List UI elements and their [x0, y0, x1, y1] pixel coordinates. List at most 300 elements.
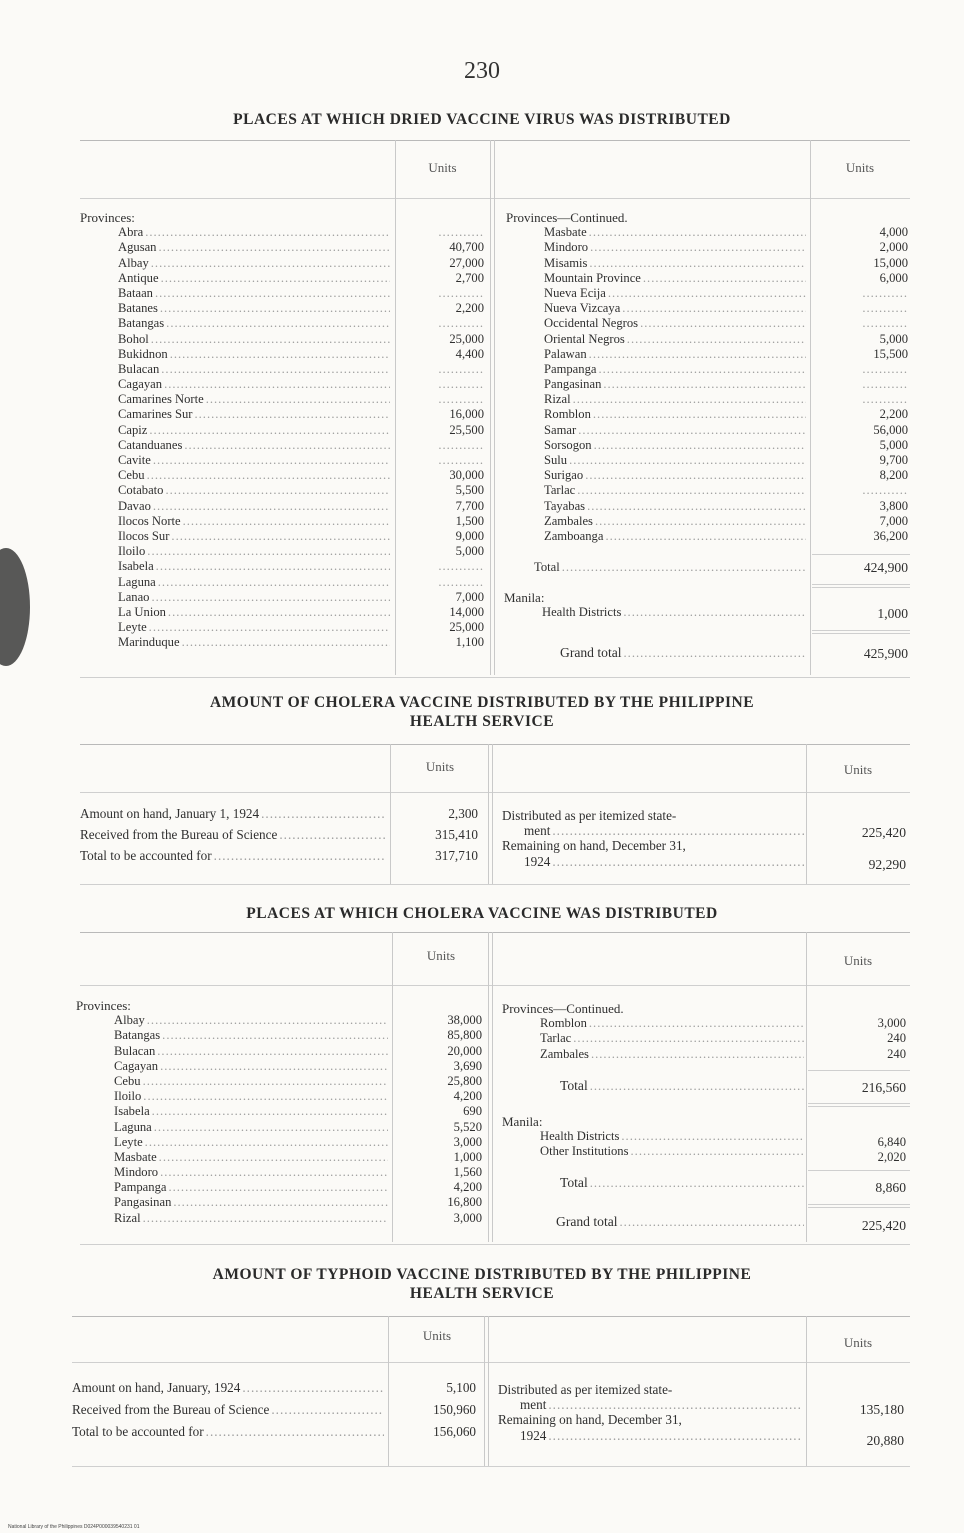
list-item [72, 1399, 384, 1421]
item-label: Leyte [118, 620, 147, 635]
leader-dots [589, 256, 806, 271]
leader-dots [154, 1120, 388, 1135]
item-value: 16,800 [447, 1195, 482, 1210]
item-value: 40,700 [449, 240, 484, 255]
rule [808, 1106, 910, 1107]
leader-dots [195, 407, 391, 422]
item-label: Batangas [114, 1028, 161, 1043]
list-item [80, 407, 390, 422]
item-label: Received from the Bureau of Science [72, 1402, 270, 1417]
leader-dots [206, 392, 390, 407]
leader-dots [569, 453, 806, 468]
leader-dots [577, 483, 806, 498]
item-label: Tayabas [544, 498, 586, 513]
left-values [398, 225, 484, 650]
rule [808, 1204, 910, 1205]
item-value [398, 392, 484, 407]
rule [80, 985, 910, 986]
rule [812, 633, 910, 634]
leader-dots [145, 225, 390, 240]
item-value: 15,000 [873, 255, 908, 270]
rule [80, 932, 910, 933]
list-item [506, 362, 806, 377]
column-rule [488, 1316, 489, 1466]
distributed-value: 225,420 [861, 825, 906, 840]
list-item [76, 1150, 388, 1165]
distributed-value: 135,180 [859, 1402, 904, 1417]
item-value [398, 225, 484, 240]
manila-block: Manila: Health Districts ..... [504, 590, 806, 620]
item-value: 7,000 [455, 589, 484, 604]
leader-dots [593, 407, 806, 422]
list-item [76, 1120, 388, 1135]
item-label: Laguna [118, 574, 156, 589]
column-rule [390, 744, 391, 884]
leader-dots [590, 240, 806, 255]
leader-dots [573, 1031, 804, 1046]
item-label: Received from the Bureau of Science [80, 827, 278, 842]
list-item [76, 1059, 388, 1074]
item-value: 690 [463, 1104, 482, 1119]
list-item [76, 1104, 388, 1119]
list-item [506, 271, 806, 286]
item-value [398, 377, 484, 392]
list-item [506, 225, 806, 240]
units-header: Units [843, 1335, 873, 1350]
item-value: 2,000 [879, 240, 908, 255]
item-value: 4,400 [455, 346, 484, 361]
item-value: 1,500 [455, 513, 484, 528]
item-value: 7,000 [879, 513, 908, 528]
rule [808, 1070, 910, 1071]
column-rule [395, 140, 396, 675]
leader-dots [147, 468, 390, 483]
leader-dots [153, 453, 390, 468]
item-label: Camarines Sur [118, 407, 193, 422]
rule [812, 630, 910, 631]
item-value: 25,800 [447, 1073, 482, 1088]
list-item [76, 1013, 388, 1028]
leader-dots [161, 362, 390, 377]
item-label: Leyte [114, 1134, 143, 1149]
item-label: Pangasinan [114, 1195, 172, 1210]
list-item [76, 1135, 388, 1150]
list-item [80, 559, 390, 574]
item-value [398, 316, 484, 331]
item-label: Albay [114, 1013, 145, 1028]
item-value: 14,000 [449, 604, 484, 619]
manila-total-value: 8,860 [875, 1180, 906, 1195]
left-rows [72, 1377, 384, 1443]
item-label: Cagayan [114, 1058, 159, 1073]
leader-dots [145, 1135, 388, 1150]
total-row: Total ..... [506, 560, 806, 575]
item-value [398, 575, 484, 590]
list-item [80, 377, 390, 392]
item-label: Pampanga [544, 361, 597, 376]
leader-dots [168, 1180, 388, 1195]
list-item [80, 438, 390, 453]
leader-dots [598, 362, 806, 377]
typhoid-amount-title [0, 1265, 964, 1303]
grand-total-value: 425,900 [863, 646, 908, 661]
item-value [398, 286, 484, 301]
list-item [506, 301, 806, 316]
item-value: 315,410 [435, 827, 478, 842]
leader-dots [183, 514, 390, 529]
item-value [814, 377, 908, 392]
list-item [76, 1180, 388, 1195]
item-label: Romblon [540, 1016, 587, 1031]
item-value: 1,100 [455, 635, 484, 650]
item-label: Pangasinan [544, 377, 602, 392]
left-rows [80, 803, 386, 866]
right-rows: Distributed as per itemized state- ment ..... Remaining on hand, December 31, 1924 ..... [498, 1382, 802, 1443]
item-label: Ilocos Sur [118, 528, 170, 543]
item-value: 27,000 [449, 255, 484, 270]
scan-blot [0, 548, 30, 666]
item-label: Total to be accounted for [80, 848, 212, 863]
item-value: 85,800 [447, 1028, 482, 1043]
leader-dots [242, 1377, 384, 1399]
item-value: 1,560 [453, 1165, 482, 1180]
leader-dots [155, 286, 390, 301]
item-value: 3,800 [879, 498, 908, 513]
list-item [80, 271, 390, 286]
item-label: Sorsogon [544, 437, 592, 452]
item-label: Romblon [544, 407, 591, 422]
list-item [506, 347, 806, 362]
list-item [80, 225, 390, 240]
leader-dots [585, 468, 806, 483]
item-value: 4,200 [453, 1089, 482, 1104]
leader-dots [147, 1013, 388, 1028]
column-rule [392, 932, 393, 1242]
remaining-value: 92,290 [868, 857, 906, 872]
item-value: 6,000 [879, 270, 908, 285]
list-item [502, 1016, 804, 1031]
leader-dots [589, 347, 806, 362]
list-item [76, 1211, 388, 1226]
rule [808, 1207, 910, 1208]
item-label: Mindoro [114, 1165, 159, 1180]
units-header: Units [843, 953, 873, 968]
rule [812, 587, 910, 588]
rule [80, 1244, 910, 1245]
item-value: 38,000 [447, 1013, 482, 1028]
item-value: 317,710 [435, 848, 478, 863]
item-label: Abra [118, 225, 144, 240]
item-label: Occidental Negros [544, 316, 639, 331]
list-item [506, 438, 806, 453]
units-header: Units [428, 160, 457, 175]
leader-dots [160, 1059, 388, 1074]
leader-dots [594, 438, 806, 453]
item-label: Zambales [540, 1046, 589, 1061]
item-value [398, 362, 484, 377]
item-label: Isabela [118, 559, 154, 574]
item-value: 2,300 [448, 806, 478, 821]
item-value: 2,200 [455, 301, 484, 316]
list-item [80, 468, 390, 483]
right-rows [506, 210, 806, 544]
list-item [76, 1074, 388, 1089]
item-value: 5,520 [453, 1119, 482, 1134]
list-item [506, 392, 806, 407]
left-values [392, 1377, 476, 1443]
leader-dots [158, 240, 390, 255]
list-item [506, 316, 806, 331]
leader-dots [157, 1044, 388, 1059]
list-item [506, 240, 806, 255]
list-item [80, 256, 390, 271]
list-item [80, 332, 390, 347]
list-item [80, 301, 390, 316]
leader-dots [182, 635, 390, 650]
item-label: Pampanga [114, 1180, 167, 1195]
item-label: Cavite [118, 453, 151, 467]
list-item [506, 377, 806, 392]
leader-dots [149, 423, 390, 438]
item-label: Ilocos Norte [118, 513, 181, 528]
item-value: 7,700 [455, 498, 484, 513]
item-label: Nueva Vizcaya [544, 301, 621, 316]
rule [80, 677, 910, 678]
item-label: Cebu [118, 468, 145, 483]
page-number: 230 [464, 58, 500, 84]
item-label: Tarlac [540, 1031, 572, 1046]
list-item [80, 605, 390, 620]
units-header: Units [422, 1328, 452, 1343]
item-value: 36,200 [873, 528, 908, 543]
item-value: 5,000 [455, 544, 484, 559]
item-value: 9,700 [879, 453, 908, 467]
list-item [76, 1044, 388, 1059]
leader-dots [160, 301, 390, 316]
leader-dots [214, 845, 386, 866]
leader-dots [168, 605, 390, 620]
item-value: 3,000 [453, 1210, 482, 1225]
item-value [814, 286, 908, 301]
item-label: Oriental Negros [544, 331, 625, 346]
provinces-heading: Provinces: [80, 210, 135, 225]
item-value [814, 362, 908, 377]
item-label: La Union [118, 604, 166, 619]
leader-dots [143, 1074, 388, 1089]
leader-dots [171, 529, 390, 544]
list-item [502, 1047, 804, 1062]
column-rule [388, 1316, 389, 1466]
item-label: Bulacan [114, 1043, 156, 1058]
item-label: Bulacan [118, 361, 160, 376]
leader-dots [164, 377, 390, 392]
item-label: Cotabato [118, 483, 164, 498]
item-label: Cebu [114, 1073, 141, 1088]
rule [812, 584, 910, 585]
item-label: Samar [544, 422, 577, 437]
list-item [72, 1377, 384, 1399]
item-label: Mindoro [544, 240, 589, 255]
units-header: Units [425, 759, 455, 774]
list-item [506, 483, 806, 498]
item-label: Batangas [118, 316, 165, 331]
leader-dots [603, 377, 806, 392]
item-value: 25,000 [449, 331, 484, 346]
rule [808, 1103, 910, 1104]
left-rows [80, 210, 390, 650]
list-item [80, 423, 390, 438]
column-rule [806, 744, 807, 884]
leader-dots [578, 423, 806, 438]
list-item [80, 316, 390, 331]
item-label: Iloilo [118, 544, 146, 559]
leader-dots [591, 1047, 804, 1062]
units-header: Units [426, 948, 456, 963]
rule [80, 744, 910, 745]
item-value: 3,000 [453, 1134, 482, 1149]
leader-dots [147, 544, 390, 559]
item-label: Masbate [544, 225, 587, 240]
item-label: Tarlac [544, 483, 576, 498]
leader-dots [640, 316, 806, 331]
item-label: Cagayan [118, 377, 163, 392]
leader-dots [143, 1089, 388, 1104]
remaining-value: 20,880 [866, 1433, 904, 1448]
item-value: 156,060 [433, 1424, 476, 1439]
list-item [506, 514, 806, 529]
item-label: Rizal [544, 392, 571, 407]
leader-dots [166, 316, 390, 331]
item-label: Batanes [118, 301, 158, 316]
leader-dots [608, 286, 806, 301]
item-value [398, 438, 484, 453]
list-item [76, 1089, 388, 1104]
list-item [506, 529, 806, 544]
item-label: Palawan [544, 346, 587, 361]
item-value: 20,000 [447, 1043, 482, 1058]
rule [80, 198, 910, 199]
item-value: 3,690 [453, 1058, 482, 1073]
leader-dots [587, 499, 806, 514]
item-value: 5,500 [455, 483, 484, 498]
column-rule [488, 932, 489, 1242]
other-institutions-value: 2,020 [877, 1150, 906, 1164]
library-stamp: National Library of the Philippines D024P000039540231 01 [8, 1524, 140, 1530]
item-label: Marinduque [118, 635, 180, 650]
provinces-continued-heading: Provinces—Continued. [502, 1001, 624, 1016]
list-item [80, 824, 386, 845]
item-label: Iloilo [114, 1089, 142, 1104]
item-value [814, 392, 908, 407]
item-value: 9,000 [455, 528, 484, 543]
item-label: Surigao [544, 468, 584, 483]
list-item [80, 347, 390, 362]
title-line: AMOUNT OF TYPHOID VACCINE DISTRIBUTED BY THE PHILIPPINE [212, 1266, 752, 1283]
provinces-heading: Provinces: [76, 998, 131, 1013]
leader-dots [160, 1165, 388, 1180]
list-item [506, 332, 806, 347]
leader-dots [151, 256, 390, 271]
item-value: 240 [887, 1031, 906, 1046]
item-label: Bataan [118, 285, 153, 300]
right-rows [502, 1001, 804, 1062]
item-label: Mountain Province [544, 270, 641, 285]
manila-block: Manila: Health Districts ..... Other Institutions ..... [502, 1114, 804, 1160]
list-item [506, 453, 806, 468]
column-rule [490, 140, 491, 675]
cholera-amount-title [0, 693, 964, 731]
column-rule [494, 140, 495, 675]
rule [808, 1170, 910, 1171]
list-item [80, 635, 390, 650]
left-values [394, 803, 478, 866]
item-label: Bohol [118, 331, 149, 346]
item-label: Sulu [544, 453, 568, 467]
list-item [76, 1028, 388, 1043]
leader-dots [279, 824, 386, 845]
list-item [80, 499, 390, 514]
item-label: Masbate [114, 1149, 157, 1164]
leader-dots [643, 271, 806, 286]
leader-dots [152, 1104, 388, 1119]
rule [80, 792, 910, 793]
item-value: 240 [887, 1046, 906, 1061]
item-label: Zamboanga [544, 528, 604, 543]
item-value: 8,200 [879, 468, 908, 483]
item-label: Davao [118, 498, 151, 513]
item-value: 4,000 [879, 225, 908, 240]
rule [72, 1466, 910, 1467]
units-header: Units [843, 762, 873, 777]
item-value: 25,500 [449, 422, 484, 437]
list-item [80, 845, 386, 866]
item-value: 15,500 [873, 346, 908, 361]
leader-dots [165, 483, 390, 498]
list-item [80, 286, 390, 301]
item-value [814, 316, 908, 331]
list-item [506, 407, 806, 422]
column-rule [488, 744, 489, 884]
column-rule [492, 932, 493, 1242]
item-value: 30,000 [449, 468, 484, 483]
rule [72, 1362, 910, 1363]
column-rule [806, 1316, 807, 1466]
dried-vaccine-title: PLACES AT WHICH DRIED VACCINE VIRUS WAS DISTRIBUTED [233, 111, 731, 128]
item-label: Isabela [114, 1104, 150, 1119]
leader-dots [271, 1399, 384, 1421]
item-value [398, 453, 484, 468]
leader-dots [158, 575, 390, 590]
item-label: Agusan [118, 240, 157, 255]
title-line: HEALTH SERVICE [409, 713, 555, 730]
item-label: Bukidnon [118, 346, 168, 361]
item-label: Camarines Norte [118, 392, 204, 407]
list-item [80, 575, 390, 590]
item-value: 5,100 [446, 1380, 476, 1395]
grand-total-value: 225,420 [861, 1218, 906, 1233]
rule [72, 1316, 910, 1317]
item-label: Amount on hand, January, 1924 [72, 1380, 241, 1395]
list-item [80, 453, 390, 468]
item-value: 16,000 [449, 407, 484, 422]
item-label: Nueva Ecija [544, 285, 606, 300]
leader-dots [622, 301, 806, 316]
leader-dots [153, 499, 390, 514]
leader-dots [149, 620, 390, 635]
list-item [80, 590, 390, 605]
title-line: HEALTH SERVICE [409, 1285, 555, 1302]
item-label: Lanao [118, 589, 150, 604]
